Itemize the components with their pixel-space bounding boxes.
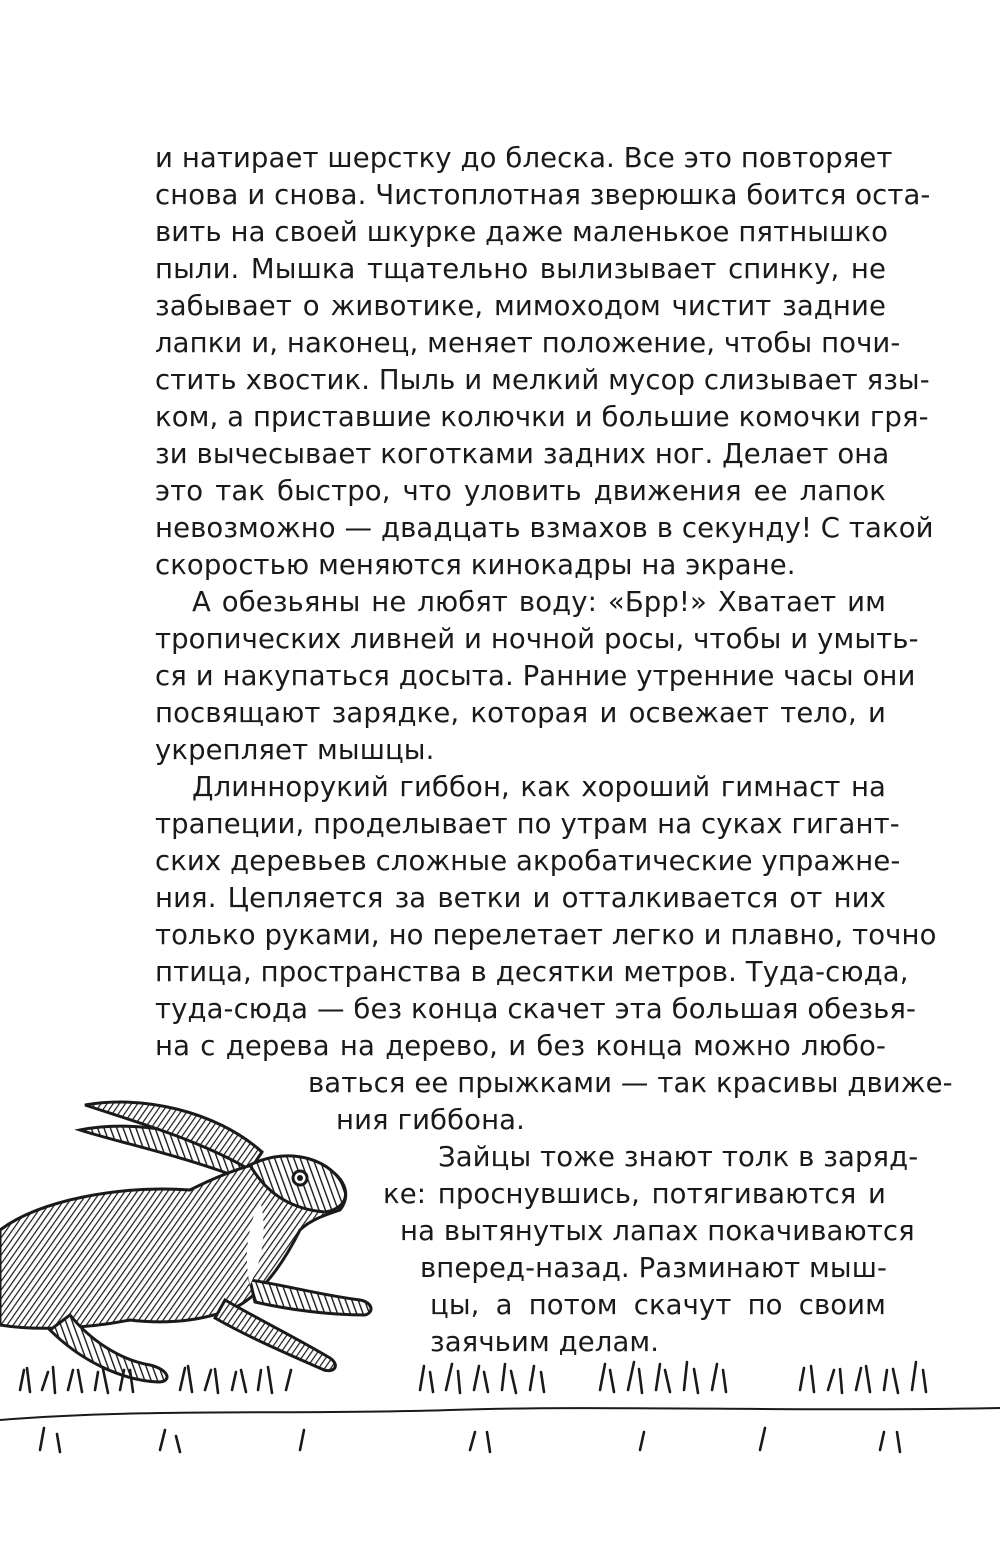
text-line: на вытянутых лапах покачиваются bbox=[400, 1215, 915, 1247]
text-line: снова и снова. Чистоплотная зверюшка боится оста- bbox=[155, 179, 931, 211]
text-line: укрепляет мышцы. bbox=[155, 734, 435, 766]
text-line: это так быстро, что уловить движения ее лапок bbox=[155, 475, 886, 507]
text-line: лапки и, наконец, меняет положение, чтобы почи- bbox=[155, 327, 901, 359]
text-line: ских деревьев сложные акробатические упражне- bbox=[155, 845, 901, 877]
text-line: вперед-назад. Разминают мыш- bbox=[420, 1252, 887, 1284]
text-line: А обезьяны не любят воду: «Брр!» Хватает им bbox=[192, 586, 886, 618]
text-line: ния. Цепляется за ветки и отталкивается от них bbox=[155, 882, 886, 914]
text-line: и натирает шерстку до блеска. Все это повторяет bbox=[155, 142, 893, 174]
text-line: посвящают зарядке, которая и освежает тело, и bbox=[155, 697, 886, 729]
text-line: на с дерева на дерево, и без конца можно любо- bbox=[155, 1030, 886, 1062]
text-line: ния гиббона. bbox=[336, 1104, 525, 1136]
text-line: цы, а потом скачут по своим bbox=[430, 1289, 886, 1321]
text-line: только руками, но перелетает легко и плавно, точно bbox=[155, 919, 937, 951]
text-line: птица, пространства в десятки метров. Туда-сюда, bbox=[155, 956, 909, 988]
text-line: стить хвостик. Пыль и мелкий мусор слизывает язы- bbox=[155, 364, 930, 396]
text-line: трапеции, проделывает по утрам на суках гигант- bbox=[155, 808, 900, 840]
text-line: невозможно — двадцать взмахов в секунду! С такой bbox=[155, 512, 934, 544]
text-line: пыли. Мышка тщательно вылизывает спинку, не bbox=[155, 253, 886, 285]
text-line: ваться ее прыжками — так красивы движе- bbox=[308, 1067, 953, 1099]
text-line: ке: проснувшись, потягиваются и bbox=[383, 1178, 886, 1210]
text-line: вить на своей шкурке даже маленькое пятнышко bbox=[155, 216, 888, 248]
text-line: забывает о животике, мимоходом чистит задние bbox=[155, 290, 886, 322]
text-line: ком, а приставшие колючки и большие комочки гря- bbox=[155, 401, 929, 433]
text-line: скоростью меняются кинокадры на экране. bbox=[155, 549, 796, 581]
text-line: Зайцы тоже знают толк в заряд- bbox=[438, 1141, 919, 1173]
text-line: Длиннорукий гиббон, как хороший гимнаст на bbox=[192, 771, 886, 803]
text-line: зи вычесывает коготками задних ног. Делает она bbox=[155, 438, 890, 470]
text-line: заячьим делам. bbox=[430, 1326, 660, 1358]
text-line: туда-сюда — без конца скачет эта большая обезья- bbox=[155, 993, 917, 1025]
hare bbox=[0, 1102, 371, 1382]
text-line: ся и накупаться досыта. Ранние утренние часы они bbox=[155, 660, 916, 692]
hare-illustration bbox=[0, 1090, 1000, 1490]
text-line: тропических ливней и ночной росы, чтобы и умыть- bbox=[155, 623, 919, 655]
